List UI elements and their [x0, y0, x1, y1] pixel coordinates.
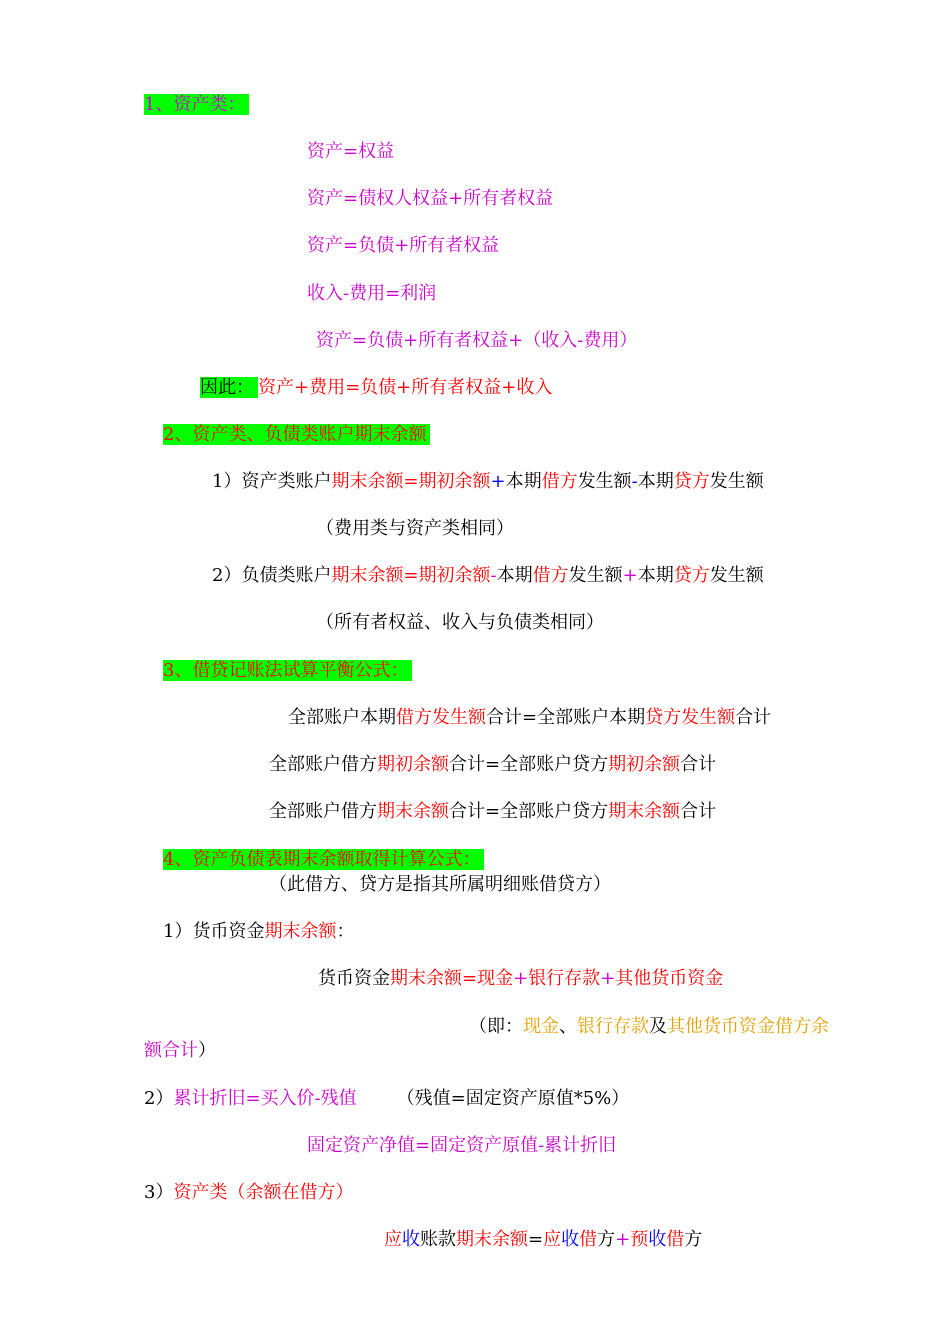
- text-segment: 借方: [532, 565, 569, 586]
- text-segment: 及: [649, 1016, 667, 1037]
- note-equity-same-as-liability: （所有者权益、收入与负债类相同）: [316, 612, 604, 633]
- text-segment: 其他货币资金: [667, 1016, 775, 1037]
- text-segment: 全部账户本期: [288, 707, 396, 728]
- text-segment: =: [403, 565, 419, 586]
- note-expense-same-as-asset: （费用类与资产类相同）: [316, 518, 514, 539]
- section-3-heading: [163, 658, 412, 684]
- text-segment: 发生额: [568, 565, 623, 586]
- text-segment: 账款: [420, 1229, 456, 1250]
- text-segment: 期末余额: [331, 565, 404, 586]
- text-segment: 期初余额: [377, 754, 449, 775]
- text-segment: 发生额: [577, 471, 632, 492]
- section-3-heading-text: 3、借贷记账法试算平衡公式：: [163, 660, 412, 681]
- formula-fixed-asset-net-value: 固定资产净值=固定资产原值-累计折旧: [307, 1135, 617, 1156]
- therefore-formula: 资产+费用=负债+所有者权益+收入: [258, 377, 553, 398]
- text-segment: 借方余: [775, 1016, 829, 1037]
- text-segment: 1）资产类账户: [212, 471, 332, 492]
- text-segment: +: [490, 471, 506, 492]
- text-segment: 应: [384, 1229, 402, 1250]
- section-1-heading-text: 1、资产类：: [144, 94, 249, 115]
- text-segment: 收: [561, 1229, 580, 1250]
- text-segment: 方: [597, 1229, 616, 1250]
- text-segment: 货币资金: [318, 968, 390, 989]
- section-2-heading: [163, 422, 430, 448]
- text-segment: 期末余额: [264, 921, 337, 942]
- section-1-heading: [144, 92, 249, 118]
- text-segment: 合计=全部账户贷方: [449, 754, 609, 775]
- text-segment: 全部账户借方: [269, 754, 377, 775]
- text-segment: 、: [559, 1016, 577, 1037]
- text-segment: 合计: [680, 754, 717, 775]
- item-asset-class: [144, 1180, 353, 1206]
- formula-accounts-receivable: [384, 1227, 702, 1253]
- asset-account-ending-balance: [212, 469, 764, 495]
- trial-balance-activity: [288, 705, 771, 731]
- text-segment: 资产类（余额在借方）: [173, 1182, 354, 1203]
- section-4-heading: [163, 847, 484, 873]
- text-segment: （残值=固定资产原值*5%）: [396, 1088, 630, 1109]
- text-segment: 收: [648, 1229, 667, 1250]
- text-segment: 现金: [523, 1016, 559, 1037]
- text-segment: 累计折旧=买入价-残值: [173, 1088, 357, 1109]
- text-segment: 本期: [505, 471, 542, 492]
- item-accumulated-depreciation: [144, 1086, 629, 1112]
- text-segment: 借方发生额: [396, 707, 486, 728]
- text-segment: 期末余额: [390, 968, 462, 989]
- text-segment: -: [490, 565, 497, 586]
- therefore-line: [200, 375, 552, 401]
- text-segment: 额合计: [144, 1040, 198, 1061]
- text-segment: 现金: [477, 968, 514, 989]
- text-segment: 借: [579, 1229, 598, 1250]
- note-monetary-funds-line-2: [144, 1038, 216, 1064]
- formula-profit: 收入-费用=利润: [307, 283, 437, 304]
- formula-monetary-funds: [318, 966, 723, 992]
- text-segment: 本期: [637, 471, 674, 492]
- text-segment: 期末余额: [331, 471, 404, 492]
- text-segment: +: [615, 1229, 631, 1250]
- text-segment: 银行存款: [577, 1016, 649, 1037]
- text-segment: 本期: [637, 565, 674, 586]
- trial-balance-opening: [269, 752, 716, 778]
- formula-assets-creditor-owner: 资产=债权人权益+所有者权益: [307, 188, 554, 209]
- formula-expanded-equation: 资产=负债+所有者权益+（收入-费用）: [316, 330, 638, 351]
- therefore-label: 因此：: [200, 377, 258, 398]
- note-monetary-funds-line-1: [469, 1014, 829, 1040]
- text-segment: 期初余额: [418, 471, 491, 492]
- text-segment: =: [462, 968, 478, 989]
- text-segment: 合计: [680, 801, 717, 822]
- text-segment: 贷方: [673, 565, 710, 586]
- text-segment: 本期: [496, 565, 533, 586]
- text-segment: 期初余额: [608, 754, 681, 775]
- trial-balance-closing: [269, 799, 716, 825]
- formula-assets-liabilities-owner: 资产=负债+所有者权益: [307, 235, 500, 256]
- text-segment: =: [403, 471, 419, 492]
- text-segment: 合计=全部账户贷方: [449, 801, 609, 822]
- liability-account-ending-balance: [212, 563, 764, 589]
- formula-assets-equity: 资产=权益: [307, 141, 395, 162]
- text-segment: 全部账户借方: [269, 801, 377, 822]
- section-4-subnote: （此借方、贷方是指其所属明细账借贷方）: [269, 874, 611, 895]
- section-4-heading-text: 4、资产负债表期末余额取得计算公式：: [163, 849, 484, 870]
- text-segment: 1）货币资金: [163, 921, 265, 942]
- text-segment: 借方: [541, 471, 578, 492]
- text-segment: =: [528, 1229, 544, 1250]
- text-segment: 2）负债类账户: [212, 565, 332, 586]
- text-segment: 合计=全部账户本期: [486, 707, 646, 728]
- text-segment: 期末余额: [608, 801, 681, 822]
- section-2-heading-text: 2、资产类、负债类账户期末余额: [163, 424, 430, 445]
- text-segment: 期末余额: [377, 801, 449, 822]
- text-segment: ：: [336, 921, 355, 942]
- text-segment: +: [600, 968, 616, 989]
- text-segment: +: [513, 968, 529, 989]
- text-segment: 其他货币资金: [615, 968, 724, 989]
- text-segment: 预: [630, 1229, 649, 1250]
- text-segment: （即：: [469, 1016, 523, 1037]
- item-monetary-funds: [163, 919, 354, 945]
- text-segment: 发生额: [709, 565, 764, 586]
- text-segment: 期末余额: [456, 1229, 528, 1250]
- text-segment: 银行存款: [528, 968, 601, 989]
- text-segment: 借: [666, 1229, 685, 1250]
- text-segment: 贷方发生额: [645, 707, 736, 728]
- text-segment: 收: [402, 1229, 420, 1250]
- text-segment: ）: [198, 1040, 216, 1061]
- text-segment: 2）: [144, 1088, 174, 1109]
- text-segment: 合计: [735, 707, 772, 728]
- text-segment: -: [631, 471, 638, 492]
- text-segment: +: [622, 565, 638, 586]
- text-segment: 3）: [144, 1182, 174, 1203]
- text-segment: 方: [684, 1229, 703, 1250]
- text-segment: 期初余额: [418, 565, 491, 586]
- text-segment: 应: [543, 1229, 562, 1250]
- text-segment: 贷方: [673, 471, 710, 492]
- text-segment: 发生额: [709, 471, 764, 492]
